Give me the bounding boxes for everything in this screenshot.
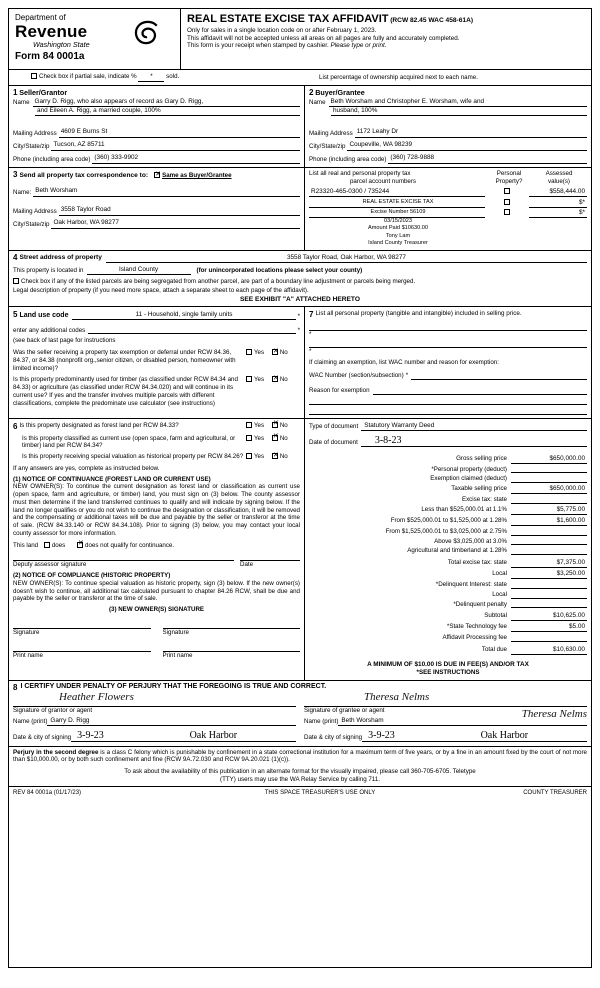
county-note: (for unincorporated locations please select your county)	[196, 266, 363, 274]
tax-row	[309, 581, 587, 589]
section7-block	[305, 307, 591, 417]
yes-label: Yes	[254, 434, 265, 442]
section5-7-row	[9, 307, 591, 418]
tax-row-label: From $1,525,000.01 to $3,025,000 at 2.75%	[385, 527, 507, 535]
tax-row	[309, 538, 587, 546]
q2-yes-checkbox[interactable]	[246, 376, 252, 382]
yes-label: Yes	[254, 349, 265, 357]
parcel-row	[309, 188, 587, 197]
personal-property-heading-2: Property?	[495, 177, 523, 185]
tax-row-value[interactable]	[511, 547, 587, 555]
reason-exemption-label: Reason for exemption	[309, 386, 370, 394]
additional-codes-value[interactable]	[88, 324, 295, 334]
header-line-1: Only for sales in a single location code on or after February 1, 2023.	[187, 26, 377, 34]
assessed-heading-1: Assessed	[545, 170, 573, 177]
seller-citystatezip-value[interactable]: Tucson, AZ 85711	[51, 141, 300, 151]
q1-no-checkbox[interactable]	[272, 349, 278, 355]
land-not-qualify-label: does not qualify for continuance.	[85, 541, 175, 549]
grantee-signature-label: Signature of grantee or agent	[304, 706, 385, 714]
header-line-3-italic: Please type or print.	[330, 42, 387, 50]
tax-row-label: Local	[492, 570, 507, 578]
legal-description-value[interactable]: SEE EXHIBIT "A" ATTACHED HERETO	[240, 296, 360, 304]
tax-row-value[interactable]: $650,000.00	[511, 455, 587, 464]
yes-label: Yes	[254, 376, 265, 384]
parties-row	[9, 86, 591, 168]
no-label: No	[279, 376, 288, 384]
wac-star: *	[405, 371, 409, 379]
land-use-code-value[interactable]: 11 - Household, single family units	[72, 311, 295, 320]
wac-number-label: WAC Number (section/subsection)	[309, 371, 404, 379]
section6-question-3: Is this property receiving special valuation as historical property per RCW 84.26?	[22, 453, 244, 461]
tax-row	[309, 466, 587, 474]
tax-row	[309, 496, 587, 504]
document-title: REAL ESTATE EXCISE TAX AFFIDAVIT	[187, 13, 389, 25]
tax-row-label: Exemption claimed (deduct)	[430, 475, 507, 483]
tax-row-value[interactable]: $650,000.00	[511, 485, 587, 494]
treasurer-stamp-line-3: 03/15/2023	[384, 217, 412, 224]
tax-row	[309, 547, 587, 555]
assessed-heading-2: value(s)	[547, 177, 570, 185]
grantee-date-value[interactable]: 3-9-23	[362, 730, 474, 742]
seller-name-line-2[interactable]: and Eileen A. Rigg, a married couple, 100%	[35, 107, 300, 116]
tax-row-value[interactable]	[511, 528, 587, 536]
buyer-mailing-value[interactable]: 1172 Leahy Dr	[355, 128, 587, 138]
reason-exemption-value[interactable]	[373, 385, 587, 395]
grantee-city-value[interactable]: Oak Harbor	[475, 730, 587, 742]
deputy-date-label: Date	[240, 561, 254, 569]
tax-row-value[interactable]: $10,630.00	[511, 646, 587, 655]
doc-type-value[interactable]: Statutory Warranty Deed	[361, 422, 587, 431]
parcel-account-number[interactable]: R23320-465-0300 / 735244	[309, 188, 485, 197]
section5-block: 5 Land use code 11 - Household, single family units * enter any additional codes * (see back of last page for instructions Was the seller receiving a property tax exemption or deferral under RCW 84.36, 84.37, or 84.38 (nonprofit org.,senior citizen, or disabled person, homeowner with limited income)? Yes ✕ No Is this property predominantly used for timber (as classified under RCW 84.34 and 84.33) or agriculture (as classified under RCW 84.34.020) and will continue in its current use? If yes and the transfer involves multiple parcels with different classifications, complete the predominate use calculator (see instructions) Yes ✕ No	[9, 307, 305, 417]
seller-phone-value[interactable]: (360) 333-9902	[92, 154, 300, 164]
header-line-3: This form is your receipt when stamped by cashier.	[187, 42, 329, 50]
notice1-title: (1) NOTICE OF CONTINUANCE (FOREST LAND OR CURRENT USE)	[13, 475, 211, 483]
tax-row-label: Taxable selling price	[451, 485, 507, 493]
new-owner-print-label-1: Print name	[13, 651, 43, 659]
additional-codes-label: enter any additional codes	[13, 326, 86, 334]
grantee-name-label: Name (print)	[304, 717, 339, 725]
treasurer-stamp-line-6: Island County Treasurer	[368, 240, 428, 247]
partial-percent-value[interactable]: *	[138, 73, 164, 82]
answers-yes-note: If any answers are yes, complete as instructed below.	[13, 464, 160, 472]
s6q3-yes-checkbox[interactable]	[246, 453, 252, 459]
seller-section-number: 1	[13, 88, 18, 97]
personal-property-heading-1: Personal	[496, 170, 522, 177]
same-as-buyer-label: Same as Buyer/Grantee	[162, 172, 232, 180]
treasurer-stamp-line-2: Excise Number 56109	[370, 208, 426, 215]
perjury-bold: Perjury in the second degree	[13, 748, 99, 756]
tax-row	[309, 623, 587, 632]
partial-sold-label: sold.	[166, 73, 180, 81]
grantor-date-value[interactable]: 3-9-23	[71, 730, 183, 742]
tax-row	[309, 591, 587, 599]
footer-revision: REV 84 0001a (01/17/23)	[13, 789, 82, 796]
tax-row-value[interactable]	[511, 581, 587, 589]
section5-number: 5	[13, 310, 18, 320]
section4-heading: Street address of property	[19, 254, 102, 262]
corr-citystatezip-label: City/State/zip	[13, 221, 50, 229]
partial-sale-checkbox[interactable]	[31, 73, 37, 79]
seller-mailing-value[interactable]: 4609 E Burns St	[59, 128, 300, 138]
grantor-signature-label: Signature of grantor or agent	[13, 706, 93, 714]
parcel-row	[309, 199, 587, 208]
tax-block	[305, 419, 591, 680]
section7-number: 7	[309, 310, 314, 320]
seller-name-line-1[interactable]: Garry D. Rigg, who also appears of record as Gary D. Rigg,	[33, 98, 300, 107]
s6q2-no-checkbox[interactable]	[272, 435, 278, 441]
tax-row-value[interactable]: $5,775.00	[511, 506, 587, 515]
title-block	[181, 9, 591, 69]
minimum-due-note: A MINIMUM OF $10.00 IS DUE IN FEE(S) AND/OR TAX	[367, 661, 529, 669]
parcel-assessed-value[interactable]: $*	[529, 209, 587, 218]
segregated-checkbox[interactable]	[13, 278, 19, 284]
corr-name-label: Name:	[13, 189, 32, 197]
yes-label: Yes	[254, 421, 265, 429]
section5-question-2: Is this property predominantly used for timber (as classified under RCW 84.34 and 84.33) or agriculture (as classified under RCW 84.34.020) and will continue in its current use? If yes and the transfer involves multiple parcels with different classifications, complete the predominate use calculator (see instructions)	[13, 376, 238, 407]
tax-row-label: *Delinquent penalty	[453, 600, 507, 608]
buyer-name-line-1[interactable]: Beth Worsham and Christopher E. Worsham, wife and	[329, 98, 587, 107]
notice2-title: (2) NOTICE OF COMPLIANCE (HISTORIC PROPERTY)	[13, 572, 171, 580]
tax-row-label: Subtotal	[484, 612, 507, 620]
new-owner-sig-label-2: Signature	[162, 628, 189, 636]
tax-row	[309, 612, 587, 621]
no-label: No	[279, 421, 288, 429]
section5-heading: Land use code	[19, 311, 69, 319]
exemption-label: If claiming an exemption, list WAC number and reason for exemption:	[309, 358, 499, 366]
tax-row-value[interactable]: $5.00	[511, 623, 587, 632]
legal-description-label: Legal description of property (if you need more space, attach a separate sheet to each page of the affidavit).	[13, 287, 309, 295]
q1-yes-checkbox[interactable]	[246, 349, 252, 355]
title-rcw-ref: (RCW 82.45 WAC 458-61A)	[390, 17, 474, 24]
see-instructions-note: *SEE INSTRUCTIONS	[416, 669, 480, 677]
parcel-heading-2: parcel account numbers	[349, 177, 417, 185]
section3-number: 3	[13, 170, 18, 179]
tax-row-value[interactable]	[511, 475, 587, 483]
new-owner-sig-label-1: Signature	[13, 628, 40, 636]
additional-codes-star: *	[297, 326, 300, 334]
county-value[interactable]: Island County	[87, 266, 191, 275]
grantee-date-label: Date & city of signing	[304, 733, 363, 741]
tax-table	[309, 455, 587, 656]
header-line-2: This affidavit will not be accepted unless all areas on all pages are fully and accurately completed.	[187, 34, 460, 42]
section8-block	[9, 680, 591, 742]
land-not-qualify-checkbox[interactable]	[77, 542, 83, 548]
notice1-body: NEW OWNER(S): To continue the current designation as forest land or classification as current use (open space, farm and agriculture, or timber) land, you must sign on (3) below. The county assessor must then determine if the land transferred continues to qualify and will indicate by signing below. If the land no longer qualifies or you do not wish to continue the designation or classification, it will be removed and the compensating or additional taxes will be due and payable by the seller or transferor at the time of sale. (RCW 84.33.140 or RCW 84.34.108). Prior to signing (3) below, you may contact your local county assessor for more information.	[13, 483, 300, 537]
tax-row-label: *Personal property (deduct)	[431, 465, 507, 473]
grantee-signature-script: Theresa Nelms	[364, 690, 430, 703]
ownership-note: List percentage of ownership acquired next to each name.	[319, 73, 478, 81]
corr-mailing-label: Mailing Address	[13, 208, 57, 216]
partial-sale-left	[9, 73, 319, 82]
property-street-address[interactable]: 3558 Taylor Road, Oak Harbor, WA 98277	[106, 254, 587, 263]
seller-name-label: Name	[13, 99, 30, 107]
section5-question-1: Was the seller receiving a property tax exemption or deferral under RCW 84.36, 84.37, or 84.38 (nonprofit org.,senior citizen, or disabled person, homeowner with limited income)?	[13, 349, 236, 372]
grantee-name-value[interactable]: Beth Worsham	[338, 717, 587, 726]
parcel-personal-checkbox[interactable]	[504, 188, 510, 194]
section7-star-1: *	[309, 331, 312, 339]
agency-block	[9, 9, 181, 69]
s6q2-yes-checkbox[interactable]	[246, 435, 252, 441]
seller-phone-label: Phone (including area code)	[13, 156, 91, 164]
parcel-heading-1: List all real and personal property tax	[309, 170, 411, 177]
tax-row-label: Less than $525,000.01 at 1.1%	[421, 505, 507, 513]
treasurer-stamp-line-5: Tony Lam	[385, 232, 411, 239]
affidavit-document	[8, 8, 592, 968]
notice3-title: (3) NEW OWNER(S) SIGNATURE	[108, 606, 205, 614]
tax-row-label: Gross selling price	[456, 454, 507, 462]
revenue-label: Revenue	[15, 22, 88, 41]
seller-heading: Seller/Grantor	[19, 88, 68, 97]
tax-row-value[interactable]	[511, 634, 587, 642]
grantor-signature-script: Heather Flowers	[59, 690, 134, 703]
section3-heading: Send all property tax correspondence to:	[19, 171, 149, 179]
parcel-block	[305, 168, 591, 250]
segregated-text: Check box if any of the listed parcels are being segregated from another parcel, are part of a boundary line adjustment or parcels being merged.	[21, 277, 416, 285]
buyer-citystatezip-value[interactable]: Coupeville, WA 98239	[347, 141, 587, 151]
buyer-name-line-2[interactable]: husband, 100%	[331, 107, 587, 116]
certify-statement: I CERTIFY UNDER PENALTY OF PERJURY THAT THE FOREGOING IS TRUE AND CORRECT.	[20, 682, 327, 690]
same-as-buyer-checkbox[interactable]	[154, 172, 160, 178]
tax-row-label: Excise tax: state	[461, 496, 507, 504]
tax-row	[309, 475, 587, 483]
notice2-body: NEW OWNER(S): To continue special valuation as historic property, sign (3) below. If the new owner(s) doesn't wish to continue, all additional tax calculated pursuant to chapter 84.26 RCW, shall be due and payable by the seller or transferor at the time of sale.	[13, 579, 300, 603]
tax-row-value[interactable]	[511, 538, 587, 546]
section7-star-2: *	[309, 348, 312, 356]
buyer-citystatezip-label: City/State/zip	[309, 143, 346, 151]
no-label: No	[279, 349, 288, 357]
perjury-text: is a class C felony which is punishable by confinement in a state correctional institution for a maximum term of five years, or by a fine in an amount fixed by the court of not more than $10,000.00, or by both such confinement and fine (RCW 9A.72.030 and RCW 9A.20.021 (1)(c)).	[13, 748, 587, 764]
this-land-label: This land	[13, 541, 39, 549]
corr-name-value[interactable]: Beth Worsham	[33, 187, 300, 197]
section6-block	[9, 419, 305, 680]
form-number: Form 84 0001a	[15, 51, 85, 62]
yes-label: Yes	[254, 453, 265, 461]
corr-mailing-value[interactable]: 3558 Taylor Road	[59, 206, 300, 216]
s6q1-yes-checkbox[interactable]	[246, 422, 252, 428]
section3-row	[9, 168, 591, 251]
tax-row-value[interactable]	[511, 591, 587, 599]
tax-row	[309, 570, 587, 579]
section6-question-1: Is this property designated as forest land per RCW 84.33?	[19, 421, 179, 429]
tax-row	[309, 601, 587, 609]
seller-block	[9, 86, 305, 167]
tax-row-label: Above $3,025,000 at 3.0%	[434, 537, 507, 545]
s6q3-no-checkbox[interactable]	[272, 453, 278, 459]
ada-line-1: To ask about the availability of this publication in an alternate format for the visually impaired, please call 360-705-6705. Teletype	[124, 768, 476, 776]
no-label: No	[279, 434, 288, 442]
tax-row-value[interactable]: $1,600.00	[511, 517, 587, 526]
section6-question-2: Is this property classified as current use (open space, farm and agricultural, or timber) land per RCW 84.34?	[22, 434, 236, 450]
tax-row	[309, 634, 587, 642]
tax-row-label: *Delinquent Interest: state	[435, 581, 507, 589]
correspondence-block	[9, 168, 305, 250]
grantor-name-value[interactable]: Garry D. Rigg	[47, 717, 296, 726]
tax-row-value[interactable]: $3,250.00	[511, 570, 587, 579]
doc-date-label: Date of document	[309, 438, 358, 446]
county-label: This property is located in	[13, 266, 84, 274]
tax-row	[309, 506, 587, 515]
parcel-personal-checkbox[interactable]	[504, 199, 510, 205]
department-label: Department of	[15, 13, 66, 22]
corr-citystatezip-value[interactable]: Oak Harbor, WA 98277	[51, 219, 300, 229]
revenue-swirl-icon	[132, 19, 162, 49]
treasurer-stamp-line-4: Amount Paid $10630.00	[367, 225, 429, 232]
wac-number-value[interactable]	[411, 370, 587, 380]
tax-row-value[interactable]	[511, 496, 587, 504]
tax-row-label: *State Technology fee	[446, 623, 507, 631]
tax-row	[309, 528, 587, 536]
land-does-checkbox[interactable]	[44, 542, 50, 548]
tax-row-label: Local	[492, 590, 507, 598]
perjury-block	[9, 746, 591, 786]
footer-treasurer-space: THIS SPACE TREASURER'S USE ONLY	[264, 789, 376, 796]
see-back-note: (see back of last page for instructions	[13, 337, 116, 345]
tax-row	[309, 485, 587, 494]
deputy-assessor-label: Deputy assessor signature	[13, 561, 87, 569]
grantor-city-value[interactable]: Oak Harbor	[184, 730, 296, 742]
buyer-heading: Buyer/Grantee	[315, 88, 365, 97]
grantor-name-label: Name (print)	[13, 717, 48, 725]
section8-number: 8	[13, 682, 18, 692]
doc-type-label: Type of document	[309, 422, 359, 430]
tax-row-label: From $525,000.01 to $1,525,000 at 1.28%	[390, 516, 507, 524]
tax-row-label: Total due	[481, 646, 507, 654]
tax-row-value[interactable]	[511, 466, 587, 474]
grantee-signature-script-2: Theresa Nelms	[521, 707, 587, 720]
ada-line-2: (TTY) users may use the WA Relay Service by calling 711.	[220, 775, 380, 783]
buyer-name-label: Name	[309, 99, 326, 107]
seller-mailing-label: Mailing Address	[13, 130, 57, 138]
section6-tax-row	[9, 419, 591, 680]
tax-row-label: Total excise tax: state	[447, 559, 507, 567]
buyer-phone-label: Phone (including area code)	[309, 156, 387, 164]
land-does-label: does	[51, 541, 66, 549]
tax-row-label: Agricultural and timberland at 1.28%	[407, 547, 507, 555]
document-footer	[9, 786, 591, 801]
q2-no-checkbox[interactable]	[272, 376, 278, 382]
no-label: No	[279, 453, 288, 461]
doc-date-value[interactable]: 3-8-23	[361, 435, 587, 447]
grantor-date-label: Date & city of signing	[13, 733, 72, 741]
section4-number: 4	[13, 252, 18, 262]
tax-row	[309, 517, 587, 526]
partial-sale-label: Check box if partial sale, indicate %	[39, 73, 137, 81]
section6-number: 6	[13, 421, 18, 431]
tax-row	[309, 559, 587, 568]
new-owner-print-label-2: Print name	[162, 651, 193, 659]
section4-block	[9, 251, 591, 308]
tax-row-value[interactable]	[511, 601, 587, 609]
buyer-section-number: 2	[309, 88, 314, 97]
state-label: Washington State	[33, 40, 90, 49]
document-header	[9, 9, 591, 70]
partial-sale-row	[9, 70, 591, 86]
tax-row	[309, 646, 587, 655]
buyer-block	[305, 86, 591, 167]
parcel-assessed-value[interactable]: $558,444.00	[529, 188, 587, 197]
parcel-personal-checkbox[interactable]	[504, 209, 510, 215]
tax-row-value[interactable]: $10,625.00	[511, 612, 587, 621]
tax-row-value[interactable]: $7,375.00	[511, 559, 587, 568]
footer-county-treasurer: COUNTY TREASURER	[523, 789, 587, 796]
treasurer-stamp-line-1: REAL ESTATE EXCISE TAX	[362, 198, 434, 205]
s6q1-no-checkbox[interactable]	[272, 422, 278, 428]
tax-row-label: Affidavit Processing fee	[442, 634, 507, 642]
buyer-phone-value[interactable]: (360) 728-9888	[388, 154, 587, 164]
section7-heading: List all personal property (tangible and intangible) included in selling price.	[315, 310, 522, 318]
parcel-assessed-value[interactable]: $*	[529, 199, 587, 208]
tax-row	[309, 455, 587, 464]
parcel-row	[309, 209, 587, 218]
seller-citystatezip-label: City/State/zip	[13, 143, 50, 151]
buyer-mailing-label: Mailing Address	[309, 130, 353, 138]
